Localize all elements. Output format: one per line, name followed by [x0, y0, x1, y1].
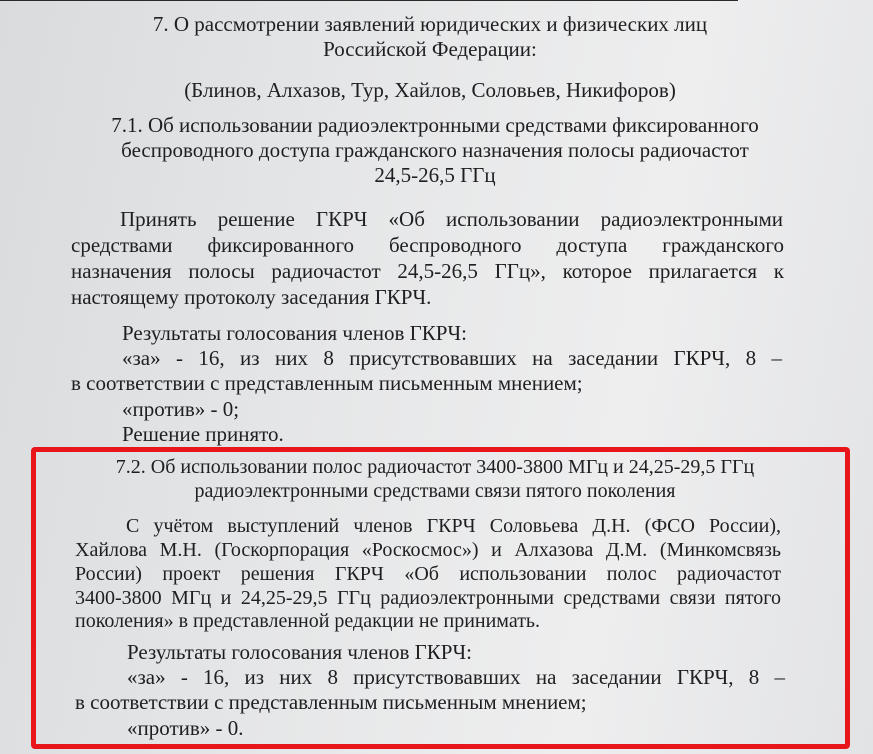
item-7-1-votes-for-line-1: «за» - 16, из них 8 присутствовавших на заседании ГКРЧ, 8 – — [122, 346, 782, 370]
section-7-title-line-1: 7. О рассмотрении заявлений юридических и физических лиц — [152, 12, 708, 36]
item-7-1-title — [75, 113, 795, 188]
item-7-2-body-line-2: Хайлова М.Н. (Госкорпорация «Роскосмос») и Алхазова Д.М. (Минкомсвязь — [75, 539, 781, 561]
item-7-2-body-line-5: поколения» в представленной редакции не принимать. — [75, 610, 541, 632]
item-7-2-votes-for-line-2: в соответствии с представленным письменным мнением; — [75, 690, 587, 714]
item-7-1-title-line-3: 24,5-26,5 ГГц — [374, 163, 496, 187]
item-7-2-votes-header: Результаты голосования членов ГКРЧ: — [127, 640, 472, 664]
item-7-1-votes-against: «против» - 0; — [122, 397, 240, 421]
item-7-2-body-line-3: России) проект решения ГКРЧ «Об использовании полос радиочастот — [75, 563, 781, 585]
item-7-1-decision-line-1: Принять решение ГКРЧ «Об использовании радиоэлектронными — [120, 207, 783, 231]
item-7-1-votes-for-line-2: в соответствии с представленным письменным мнением; — [71, 371, 583, 395]
section-7-title-line-2: Российской Федерации: — [323, 37, 537, 61]
item-7-2-body-line-4: 3400-3800 МГц и 24,25-29,5 ГГц радиоэлектронными средствами связи пятого — [75, 587, 781, 609]
item-7-2-title-line-1: 7.2. Об использовании полос радиочастот 3400-3800 МГц и 24,25-29,5 ГГц — [115, 456, 755, 478]
item-7-2-title — [75, 455, 795, 503]
participants-list: (Блинов, Алхазов, Тур, Хайлов, Соловьев, Никифоров) — [184, 78, 676, 102]
item-7-1-title-line-1: 7.1. Об использовании радиоэлектронными средствами фиксированного — [111, 113, 759, 137]
divider-line — [0, 0, 738, 1]
item-7-1-votes-header: Результаты голосования членов ГКРЧ: — [122, 321, 467, 345]
item-7-2-body-line-1: С учётом выступлений членов ГКРЧ Соловьева Д.Н. (ФСО России), — [126, 515, 781, 537]
item-7-1-title-line-2: беспроводного доступа гражданского назначения полосы радиочастот — [121, 138, 749, 162]
item-7-2-votes-for-line-1: «за» - 16, из них 8 присутствовавших на заседании ГКРЧ, 8 – — [127, 665, 785, 689]
item-7-2-title-line-2: радиоэлектронными средствами связи пятого поколения — [194, 480, 676, 502]
item-7-1-decision-line-2: средствами фиксированного беспроводного доступа гражданского — [71, 233, 784, 257]
item-7-2-votes-against: «против» - 0. — [127, 716, 244, 740]
item-7-1-decision-line-3: назначения полосы радиочастот 24,5-26,5 ГГц», которое прилагается к — [71, 259, 784, 283]
item-7-1-result: Решение принято. — [122, 422, 284, 446]
section-7-title — [60, 12, 800, 62]
item-7-1-decision-line-4: настоящему протоколу заседания ГКРЧ. — [71, 285, 432, 309]
